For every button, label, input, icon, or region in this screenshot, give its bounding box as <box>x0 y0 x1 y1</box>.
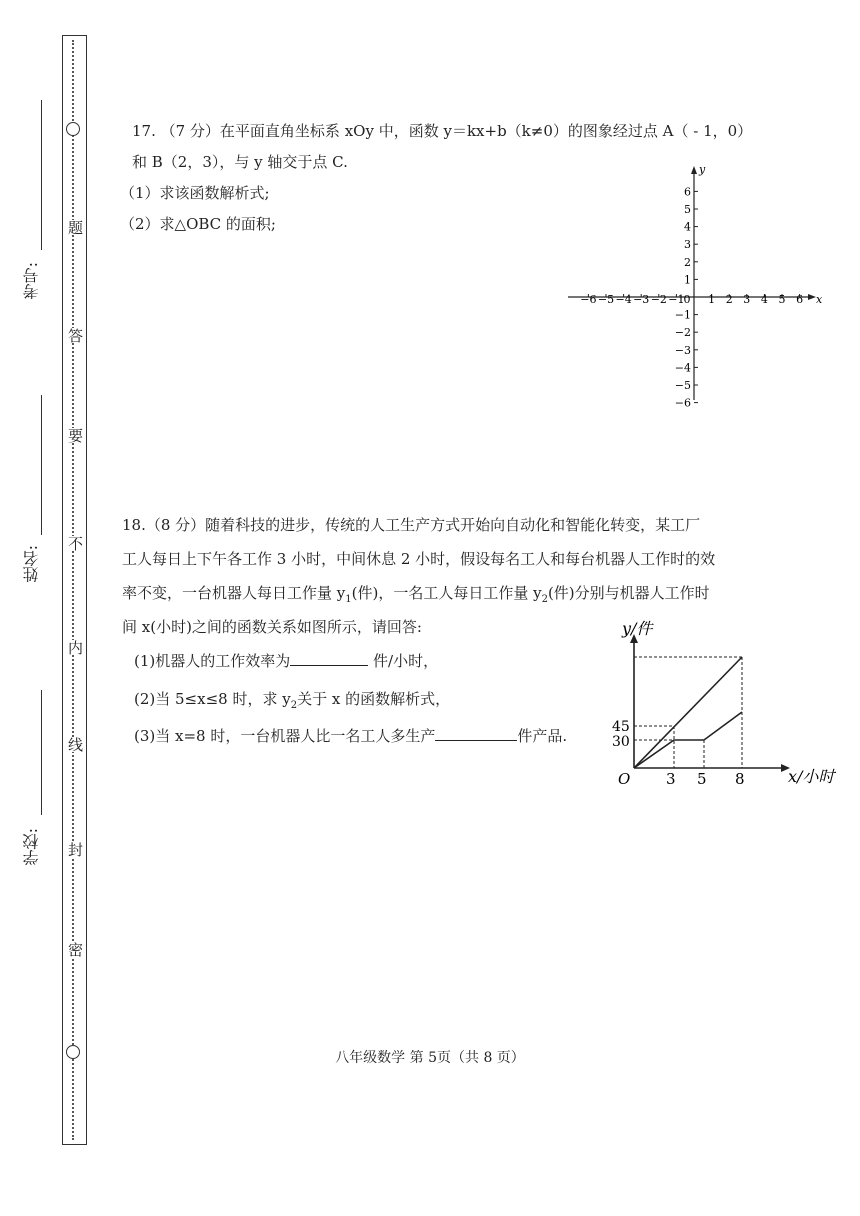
seal-char-ti: 题 <box>63 220 85 235</box>
q17-ytick-label: 1 <box>684 273 691 287</box>
q17-y-label: y <box>699 163 706 176</box>
q18-robot-line <box>634 657 742 768</box>
q17-xtick-label: −4 <box>615 293 632 306</box>
q18-ytick-30: 30 <box>612 734 630 750</box>
q17-line-1: 17. （7 分）在平面直角坐标系 xOy 中，函数 y＝kx+b（k≠0）的图象经过点 A（ - 1，0） <box>132 122 753 140</box>
q18-line-2: 工人每日上下午各工作 3 小时，中间休息 2 小时，假设每名工人和每台机器人工作时的效 <box>122 550 716 568</box>
q18-function-graph <box>598 612 860 787</box>
q17-ytick-label: −5 <box>674 379 691 392</box>
q18-line-3: 率不变，一台机器人每日工作量 $y_1$(件)，一名工人每日工作量 $y_2$(件)分别与机器人工作时 <box>122 584 710 605</box>
q18-line-1: 18.（8 分）随着科技的进步，传统的人工生产方式开始向自动化和智能化转变，某工厂 <box>122 516 701 534</box>
q17-xtick-label: 0 <box>683 293 691 306</box>
page-footer: 八年级数学 第 5页（共 8 页） <box>335 1050 525 1066</box>
exam-number-field[interactable] <box>41 100 42 250</box>
name-label: 姓名: <box>22 545 41 583</box>
q17-xtick-label: −6 <box>580 293 597 306</box>
q17-xtick-label: −3 <box>633 293 650 306</box>
seal-char-xian: 线 <box>63 737 85 752</box>
seal-char-yao: 要 <box>63 428 85 443</box>
q17-x-arrow <box>808 294 816 300</box>
q17-xtick-label: −2 <box>650 293 667 306</box>
q18-part-1: (1)机器人的工作效率为 件/小时， <box>134 652 439 670</box>
q17-xtick-label: 1 <box>708 293 716 306</box>
q18-part-3: (3)当 x=8 时，一台机器人比一名工人多生产 件产品. <box>134 727 568 745</box>
q18-x-label: x/小时 <box>788 767 835 786</box>
seal-char-nei: 内 <box>63 640 85 655</box>
q18-xtick-5: 5 <box>697 770 707 787</box>
q18-xtick-8: 8 <box>735 770 745 787</box>
q17-xtick-label: 6 <box>796 293 804 306</box>
q17-y-arrow <box>691 166 697 174</box>
q17-ytick-label: 5 <box>684 203 691 216</box>
q17-ytick-label: −4 <box>674 361 691 375</box>
q17-xtick-label: 3 <box>743 293 751 306</box>
q17-xtick-label: −5 <box>597 293 615 306</box>
q17-ytick-label: −3 <box>674 343 691 357</box>
q17-ytick-label: −6 <box>674 396 691 410</box>
school-label: 学校: <box>22 828 41 866</box>
q18-xtick-3: 3 <box>666 770 676 787</box>
seal-char-mi: 密 <box>63 942 85 957</box>
q17-ytick-label: 3 <box>684 238 691 252</box>
q17-part-2: （2）求△OBC 的面积; <box>120 215 276 233</box>
q17-ytick-label: −1 <box>674 308 691 322</box>
seal-border <box>62 35 87 1145</box>
q17-xtick-label: 2 <box>725 293 733 306</box>
exam-number-label: 考号: <box>22 262 41 300</box>
q18-answer-blank-3[interactable] <box>435 726 517 741</box>
q17-xtick-label: 5 <box>778 293 786 306</box>
q17-part-1: （1）求该函数解析式; <box>120 184 270 202</box>
q17-ytick-label: 6 <box>684 185 691 199</box>
q18-ytick-45: 45 <box>612 719 630 735</box>
q17-ytick-label: −2 <box>674 326 691 340</box>
seal-char-feng: 封 <box>63 842 85 857</box>
school-field[interactable] <box>41 690 42 815</box>
seal-char-da: 答 <box>63 328 85 343</box>
q17-xtick-label: −1 <box>668 293 685 306</box>
name-field[interactable] <box>41 395 42 535</box>
q17-coordinate-plane <box>560 160 835 410</box>
q18-part-2: (2)当 5≤x≤8 时，求 $y_2$关于 x 的函数解析式， <box>134 690 451 711</box>
q18-origin-label: O <box>618 770 631 787</box>
q17-x-label: x <box>816 293 823 306</box>
seal-char-bu: 不 <box>63 536 85 551</box>
seal-dotted-line <box>72 40 74 1140</box>
q17-ytick-label: 4 <box>684 220 691 234</box>
seal-circle-top <box>66 122 80 136</box>
q18-y-label: y/件 <box>622 619 653 638</box>
q17-line-2: 和 B（2，3），与 y 轴交于点 C. <box>132 153 348 171</box>
q17-xtick-label: 4 <box>760 293 768 306</box>
q17-ytick-label: 2 <box>684 255 691 269</box>
q18-answer-blank-1[interactable] <box>290 651 368 666</box>
q18-line-4: 间 x(小时)之间的函数关系如图所示，请回答: <box>122 618 422 636</box>
